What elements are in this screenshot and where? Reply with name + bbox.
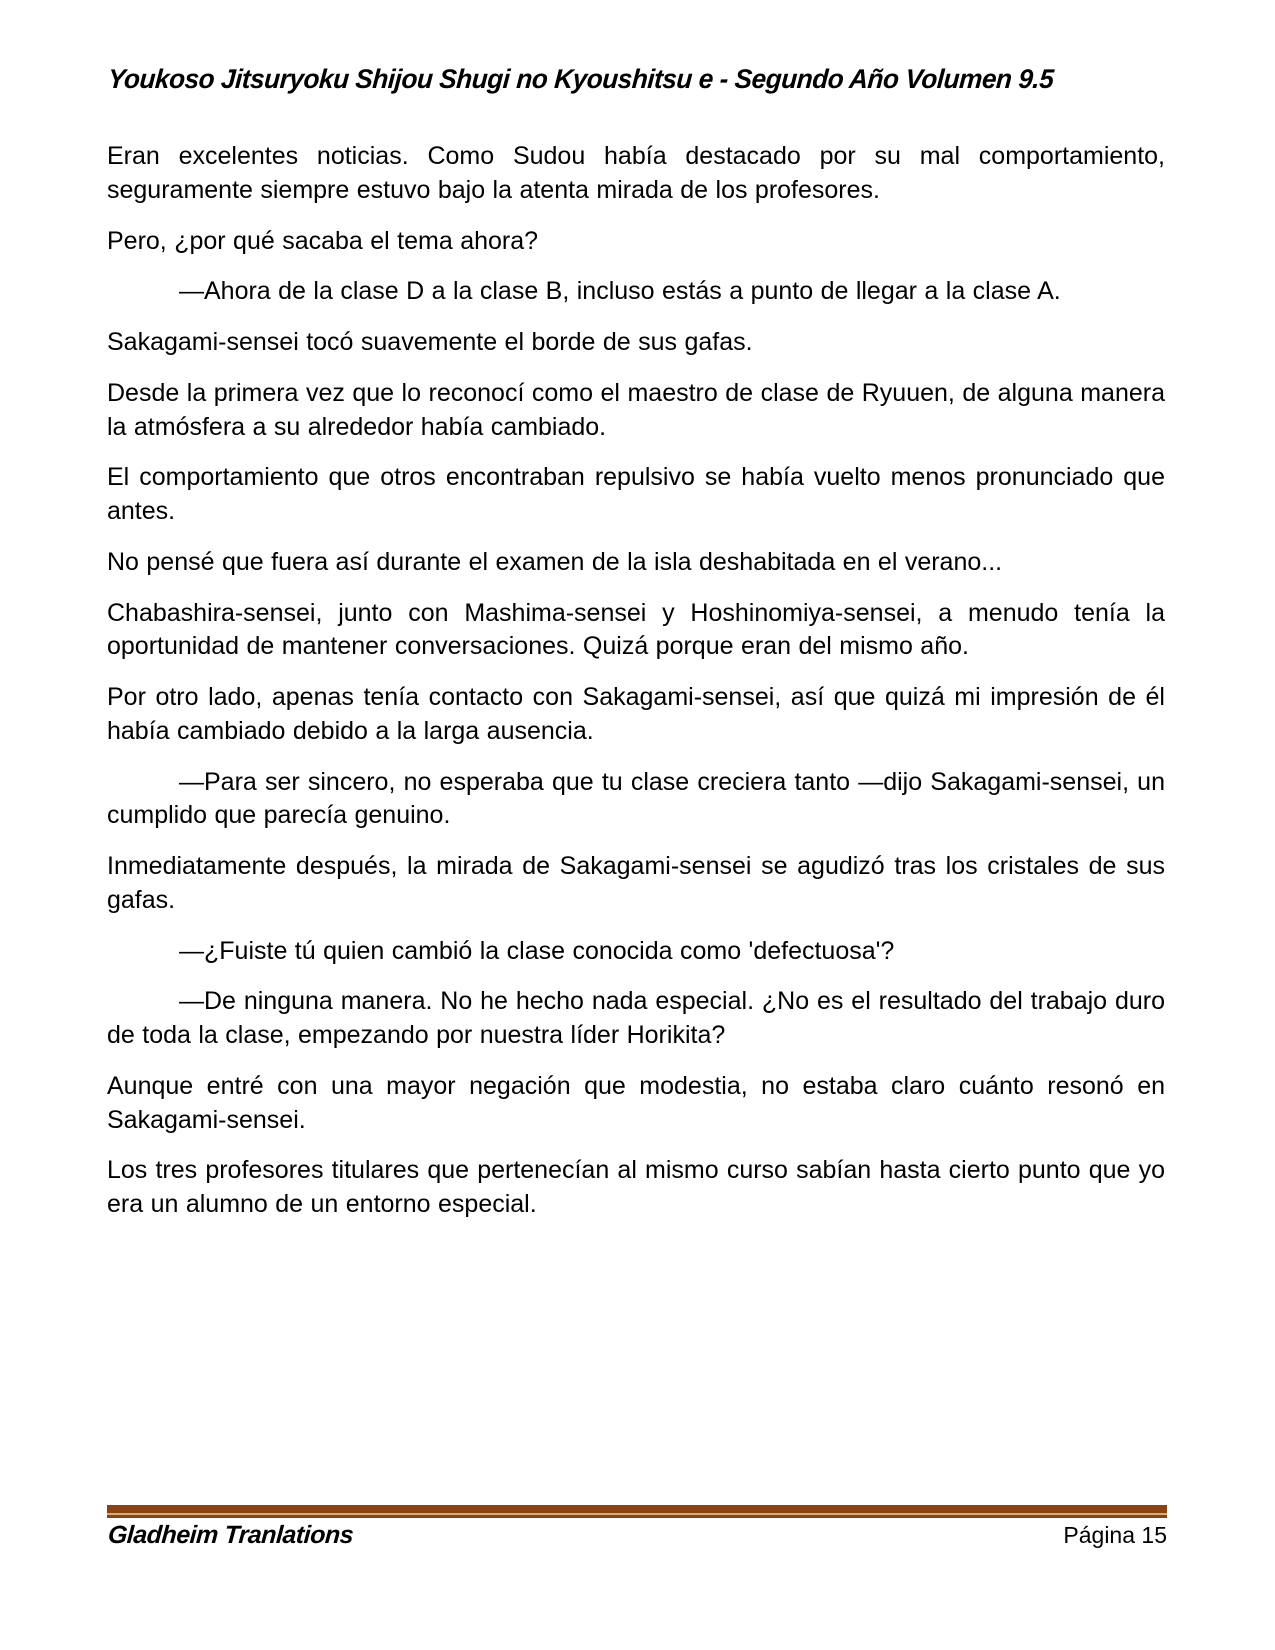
paragraph: Eran excelentes noticias. Como Sudou había destacado por su mal comportamiento, seguramente siempre estuvo bajo la atenta mirada de los profesores. [107,142,1165,204]
document-header [107,64,1167,95]
paragraph: Desde la primera vez que lo reconocí como el maestro de clase de Ryuuen, de alguna manera la atmósfera a su alrededor había cambiado. [107,378,1165,441]
paragraph: Pero, ¿por qué sacaba el tema ahora? [107,226,539,255]
paragraph: —¿Fuiste tú quien cambió la clase conocida como 'defectuosa'? [179,936,895,965]
paragraph: Inmediatamente después, la mirada de Sakagami-sensei se agudizó tras los cristales de sus gafas. [107,852,1165,914]
document-body [107,140,1165,1239]
paragraph: Sakagami-sensei tocó suavemente el borde de sus gafas. [107,328,753,356]
document-footer [107,1521,1167,1550]
paragraph: —Para ser sincero, no esperaba que tu clase creciera tanto —dijo Sakagami-sensei, un cumplido que parecía genuino. [107,767,1165,830]
paragraph: Aunque entré con una mayor negación que modestia, no estaba claro cuánto resonó en Sakagami-sensei. [107,1071,1165,1134]
paragraph: —De ninguna manera. No he hecho nada especial. ¿No es el resultado del trabajo duro de toda la clase, empezando por nuestra líder Horikita? [107,987,1165,1049]
page-number-value: 15 [1141,1522,1167,1548]
paragraph: No pensé que fuera así durante el examen de la isla deshabitada en el verano... [107,547,1003,576]
paragraph: Chabashira-sensei, junto con Mashima-sensei y Hoshinomiya-sensei, a menudo tenía la oportunidad de mantener conversaciones. Quizá porque eran del mismo año. [107,598,1165,661]
page-number-label: Página [1063,1522,1136,1548]
translator-name: Gladheim Tranlations [107,1521,355,1549]
footer-divider-rule [107,1505,1167,1518]
paragraph: El comportamiento que otros encontraban repulsivo se había vuelto menos pronunciado que antes. [107,463,1165,525]
page-number [1063,1522,1167,1549]
paragraph: Por otro lado, apenas tenía contacto con Sakagami-sensei, así que quizá mi impresión de él había cambiado debido a la larga ausencia. [107,683,1165,745]
paragraph: —Ahora de la clase D a la clase B, incluso estás a punto de llegar a la clase A. [179,277,1061,306]
header-title: Youkoso Jitsuryoku Shijou Shugi no Kyoushitsu e - Segundo Año Volumen 9.5 [107,64,1055,94]
paragraph: Los tres profesores titulares que pertenecían al mismo curso sabían hasta cierto punto que yo era un alumno de un entorno especial. [107,1156,1165,1218]
